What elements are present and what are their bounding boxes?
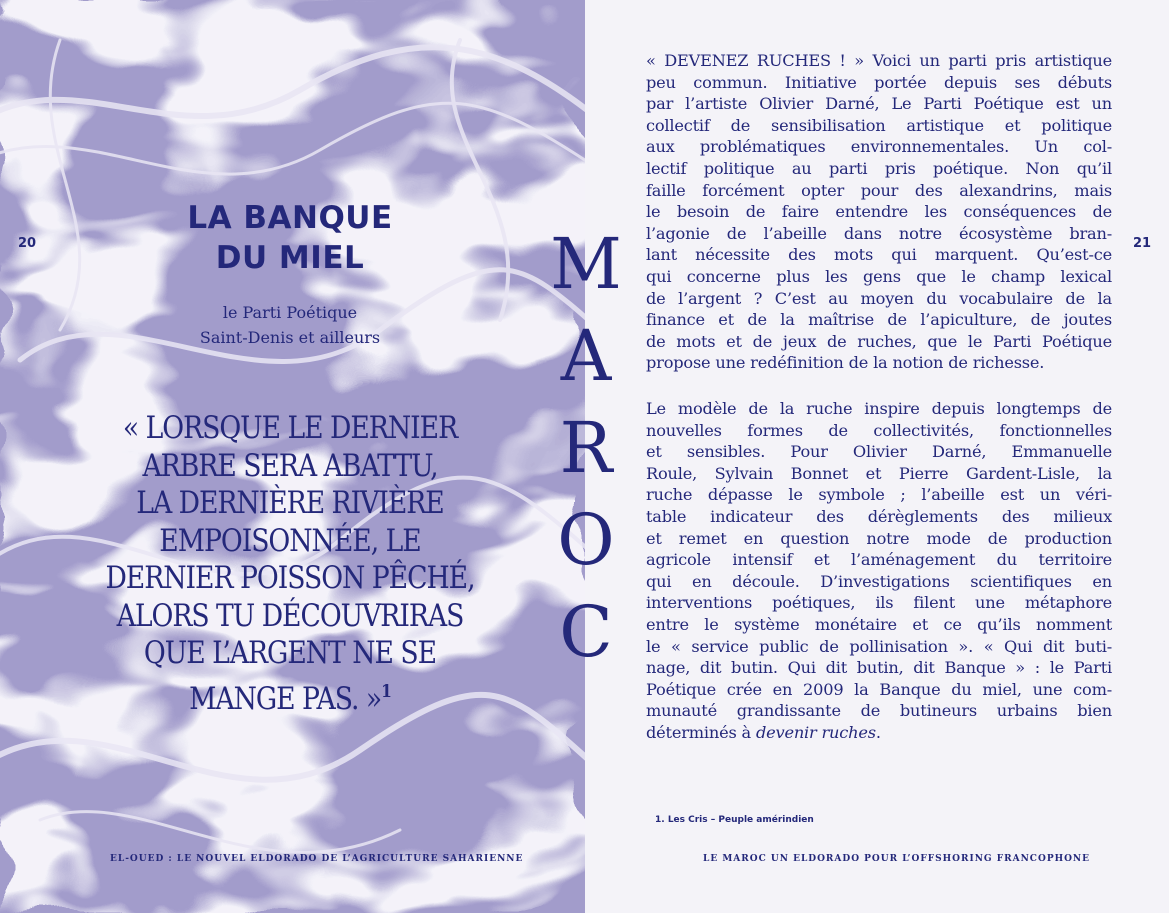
quote-line: ARBRE SERA ABATTU, [142,447,438,484]
footnote: 1. Les Cris – Peuple amérindien [655,815,814,825]
text-line: de l’argent ? C’est au moyen du vocabulaire de la [646,288,1112,308]
vertical-letter: C [559,591,613,673]
text-line: lectif politique au parti pris poétique. Non qu’il [646,158,1112,178]
text-line: munauté grandissante de butineurs urbains bien [646,701,1112,721]
text-line: table indicateur des dérèglements des milieux [646,506,1112,526]
text-line: finance et de la maîtrise de l’apiculture, de joutes [646,310,1112,330]
quote-last-line [85,673,494,719]
title-line: LA BANQUE [187,200,393,236]
text-line: aux problématiques environnementales. Un col- [646,137,1112,157]
text-line: agricole intensif et l’aménagement du territoire [646,550,1112,570]
quote-line: EMPOISONNÉE, LE [159,522,421,559]
text-line: le « service public de pollinisation ». « Qui dit buti- [646,636,1112,656]
text-line: « DEVENEZ RUCHES ! » Voici un parti pris artistique [646,51,1112,70]
text-line: interventions poétiques, ils filent une métaphore [646,593,1112,613]
text-line: par l’artiste Olivier Darné, Le Parti Poétique est un [646,94,1112,114]
text-line: le besoin de faire entendre les conséquences de [646,202,1112,222]
quote-line: MANGE PAS. » [189,680,382,717]
quote-line: LA DERNIÈRE RIVIÈRE [136,485,444,521]
text-line: propose une redéfinition de la notion de richesse. [646,353,1045,373]
text-line: nouvelles formes de collectivités, fonctionnelles [646,420,1112,440]
quote-line: DERNIER POISSON PÊCHÉ, [105,560,475,596]
final-line-suffix: . [875,722,881,742]
footnote-mark: 1 [381,680,391,702]
vertical-section-word [546,218,626,678]
right-running-footer: LE MAROC UN ELDORADO POUR L’OFFSHORING FRANCOPHONE [703,854,1091,864]
text-line: l’agonie de l’abeille dans notre écosystème bran- [646,223,1112,243]
text-line: faille forcément opter pour des alexandrins, mais [646,180,1112,200]
text-line: Le modèle de la ruche inspire depuis longtemps de [646,399,1112,418]
final-line-prefix: déterminés à [646,722,752,742]
quote-line: ALORS TU DÉCOUVRIRAS [116,597,464,634]
text-line: Poétique crée en 2009 la Banque du miel, une com- [646,679,1112,699]
text-line: de mots et de jeux de ruches, que le Parti Poétique [646,331,1112,351]
title-line: DU MIEL [215,240,365,276]
text-line: et sensibles. Pour Olivier Darné, Emmanuelle [646,442,1112,462]
text-line: entre le système monétaire et ce qu’ils nomment [646,614,1112,634]
vertical-letter: A [560,315,612,397]
text-line: Roule, Sylvain Bonnet et Pierre Gardent-Lisle, la [646,463,1112,483]
text-line: qui en découle. D’investigations scientifiques en [646,571,1112,591]
quote-line: QUE L’ARGENT NE SE [143,635,437,671]
left-running-footer: EL-OUED : LE NOUVEL ELDORADO DE L’AGRICULTURE SAHARIENNE [110,854,524,864]
text-line: qui concerne plus les gens que le champ lexical [646,266,1112,286]
text-line: peu commun. Initiative portée depuis ses débuts [646,72,1112,92]
quote-line: « LORSQUE LE DERNIER [122,410,458,446]
subtitle-line: le Parti Poétique [222,303,358,322]
text-line: lant nécessite des mots qui marquent. Qu’est-ce [646,245,1112,265]
vertical-letter: O [557,499,615,581]
pull-quote [85,410,494,718]
article-title [100,198,480,278]
text-line: collectif de sensibilisation artistique et politique [646,115,1112,135]
text-line: ruche dépasse le symbole ; l’abeille est un véri- [646,485,1112,505]
text-line: nage, dit butin. Qui dit butin, dit Banque » : le Parti [646,658,1112,678]
vertical-letter: R [559,407,613,489]
final-line-italic: devenir ruches [755,722,876,742]
left-page-number: 20 [18,236,37,251]
text-line: et remet en question notre mode de production [646,528,1112,548]
body-paragraph-2 [646,398,1112,744]
text-line-final [646,722,1112,744]
vertical-letter: M [550,223,622,305]
right-page-number: 21 [1133,236,1152,251]
article-subtitle [110,300,470,350]
subtitle-line: Saint-Denis et ailleurs [199,328,381,347]
body-paragraph-1 [646,50,1112,374]
